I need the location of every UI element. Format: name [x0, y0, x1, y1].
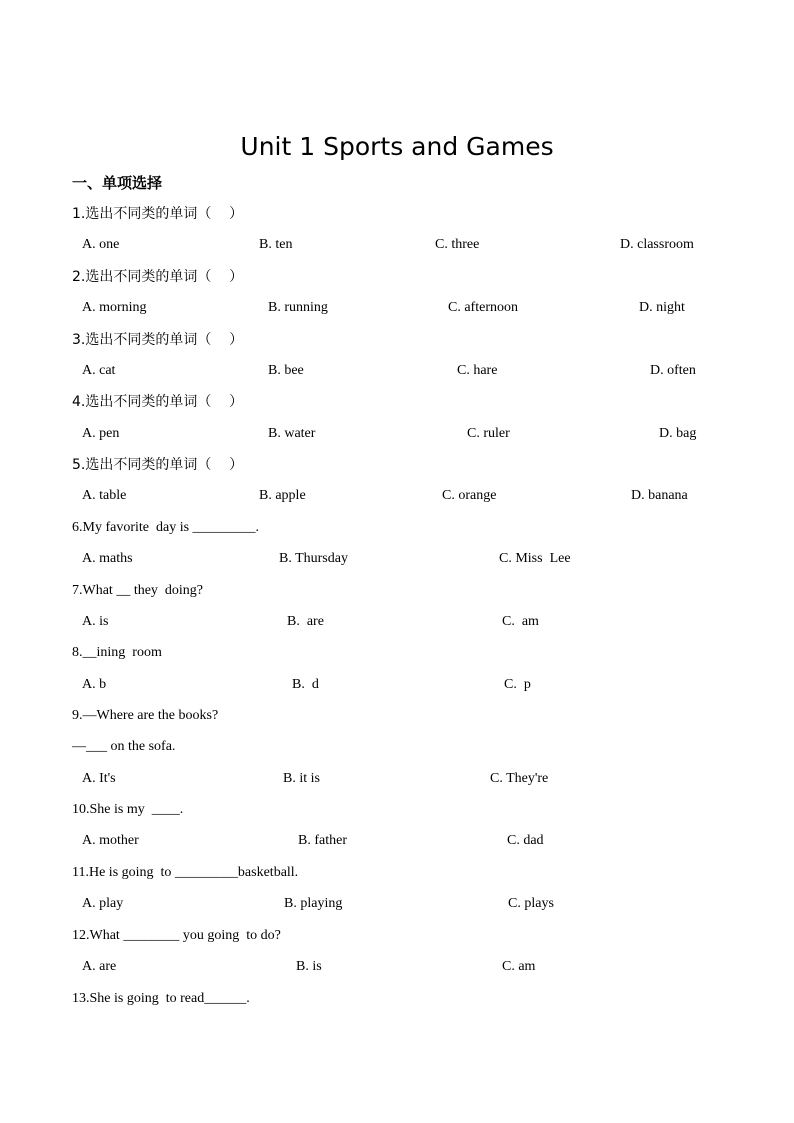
option-c: C. They're: [490, 770, 549, 786]
option-row: [72, 768, 722, 800]
question-2: [72, 266, 722, 329]
question-12: [72, 925, 722, 988]
option-b: B. it is: [283, 770, 320, 786]
question-stem: 4.选出不同类的单词（ ）: [72, 394, 244, 411]
option-c: C. afternoon: [448, 299, 518, 315]
option-row: [72, 893, 722, 925]
option-row: [72, 830, 722, 862]
question-stem: 13.She is going to read______.: [72, 990, 250, 1006]
option-c: C. ruler: [467, 425, 510, 441]
option-row: [72, 485, 722, 517]
option-row: [72, 234, 722, 266]
question-13: [72, 988, 722, 1019]
question-stem: 12.What ________ you going to do?: [72, 927, 281, 943]
option-row: [72, 611, 722, 643]
question-9: [72, 705, 722, 799]
question-stem: 10.She is my ____.: [72, 802, 184, 818]
question-10: [72, 799, 722, 862]
question-4: [72, 391, 722, 454]
option-d: D. banana: [631, 488, 688, 504]
option-a: A. table: [82, 488, 127, 504]
option-d: D. classroom: [620, 237, 694, 253]
option-c: C. am: [502, 613, 539, 629]
question-3: [72, 329, 722, 392]
option-b: B. running: [268, 299, 328, 315]
option-a: A. pen: [82, 425, 120, 441]
option-c: C. dad: [507, 833, 544, 849]
option-row: [72, 423, 722, 455]
question-7: [72, 580, 722, 643]
option-a: A. are: [82, 958, 117, 974]
option-c: C. am: [502, 958, 536, 974]
question-5: [72, 454, 722, 517]
question-stem: 2.选出不同类的单词（ ）: [72, 268, 244, 285]
option-c: C. orange: [442, 488, 497, 504]
option-row: [72, 674, 722, 706]
option-b: B. father: [298, 833, 347, 849]
question-stem-reply: —___ on the sofa.: [72, 739, 176, 755]
question-6: [72, 517, 722, 580]
option-a: A. morning: [82, 299, 147, 315]
option-a: A. cat: [82, 362, 116, 378]
option-a: A. one: [82, 237, 120, 253]
option-row: [72, 360, 722, 392]
option-a: A. is: [82, 613, 109, 629]
option-c: C. three: [435, 237, 480, 253]
option-d: D. often: [650, 362, 696, 378]
option-a: A. maths: [82, 551, 133, 567]
page-title: Unit 1 Sports and Games: [240, 132, 554, 161]
option-b: B. ten: [259, 237, 293, 253]
option-a: A. It's: [82, 770, 116, 786]
option-b: B. Thursday: [279, 551, 348, 567]
option-b: B. apple: [259, 488, 306, 504]
question-stem: 11.He is going to _________basketball.: [72, 865, 299, 880]
question-8: [72, 642, 722, 705]
option-c: C. plays: [508, 896, 554, 912]
question-11: [72, 862, 722, 925]
question-stem: 5.选出不同类的单词（ ）: [72, 457, 244, 474]
option-b: B. is: [296, 958, 322, 974]
question-stem: 1.选出不同类的单词（ ）: [72, 206, 244, 222]
question-stem: 6.My favorite day is _________.: [72, 519, 260, 535]
option-d: D. night: [639, 299, 685, 315]
option-c: C. Miss Lee: [499, 551, 571, 567]
option-b: B. d: [292, 676, 319, 692]
section-header: 一、单项选择: [72, 174, 163, 192]
question-list: [72, 203, 722, 1019]
option-b: B. water: [268, 425, 316, 441]
option-b: B. playing: [284, 896, 343, 912]
option-a: A. b: [82, 676, 107, 692]
question-1: [72, 203, 722, 266]
option-row: [72, 548, 722, 580]
option-row: [72, 956, 722, 988]
question-stem: 7.What __ they doing?: [72, 582, 204, 598]
option-c: C. hare: [457, 362, 498, 378]
option-a: A. play: [82, 896, 124, 912]
option-b: B. are: [287, 613, 324, 629]
option-b: B. bee: [268, 362, 304, 378]
question-stem: 3.选出不同类的单词（ ）: [72, 331, 244, 348]
question-stem: 8.__ining room: [72, 645, 162, 661]
option-row: [72, 297, 722, 329]
option-d: D. bag: [659, 425, 697, 441]
option-a: A. mother: [82, 833, 139, 849]
option-c: C. p: [504, 676, 531, 692]
question-stem: 9.—Where are the books?: [72, 708, 219, 724]
